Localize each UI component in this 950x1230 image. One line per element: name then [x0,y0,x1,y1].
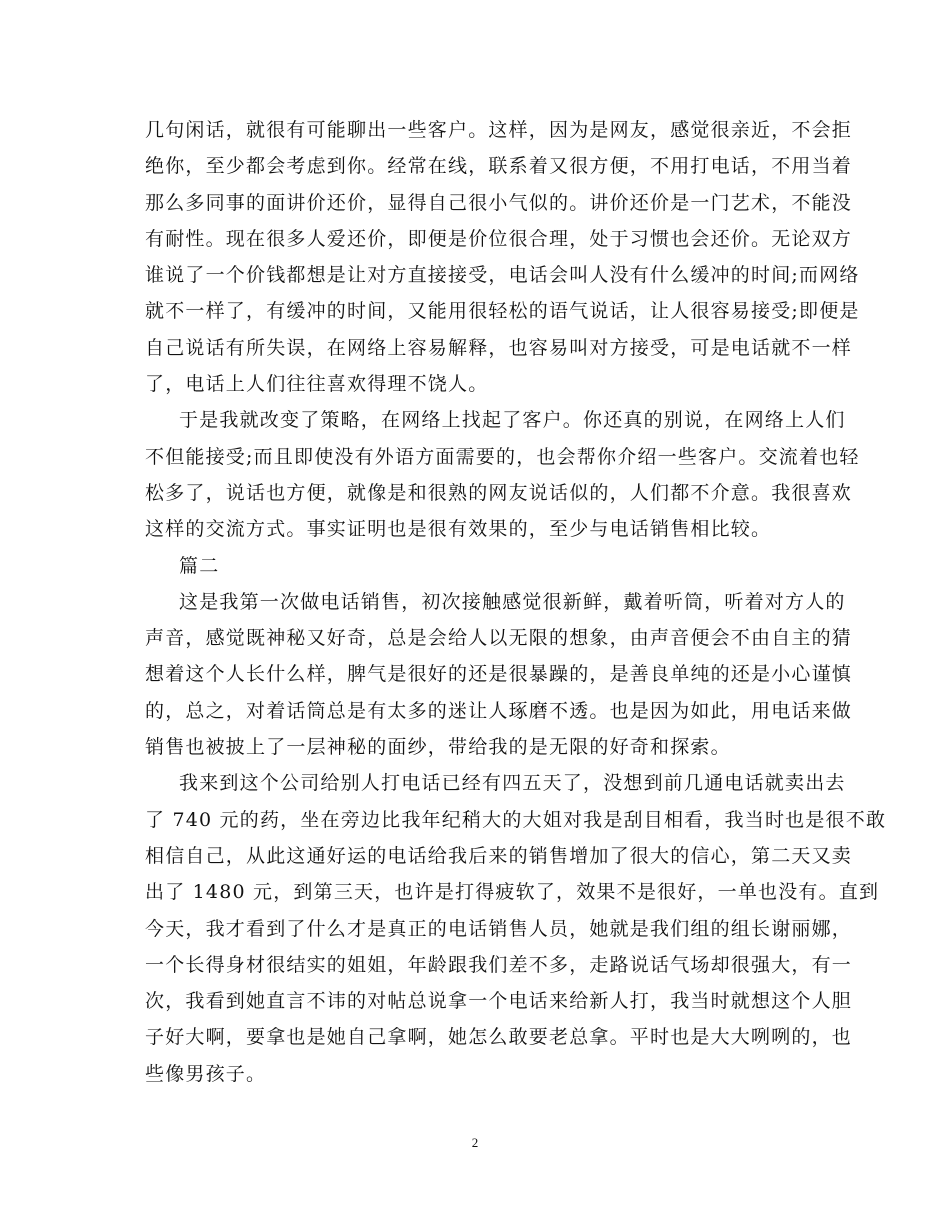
text-line: 篇二 [179,554,220,577]
text-line: 我来到这个公司给别人打电话已经有四五天了，没想到前几通电话就卖出去 [179,772,846,795]
text-line: 些像男孩子。 [145,1062,267,1085]
text-line: 自己说话有所失误，在网络上容易解释，也容易叫对方接受，可是电话就不一样 [145,336,853,359]
text-line: 于是我就改变了策略，在网络上找起了客户。你还真的别说，在网络上人们 [179,409,846,432]
text-line: 声音，感觉既神秘又好奇，总是会给人以无限的想象，由声音便会不由自主的猜 [145,627,853,650]
text-line: 就不一样了，有缓冲的时间，又能用很轻松的语气说话，让人很容易接受;即便是 [145,300,860,323]
text-line: 子好大啊，要拿也是她自己拿啊，她怎么敢要老总拿。平时也是大大咧咧的，也 [145,1026,853,1049]
text-line: 不但能接受;而且即使没有外语方面需要的，也会帮你介绍一些客户。交流着也轻 [145,445,860,468]
text-line: 次，我看到她直言不讳的对帖总说拿一个电话来给新人打，我当时就想这个人胆 [145,990,853,1013]
text-line: 的，总之，对着话筒总是有太多的迷让人琢磨不透。也是因为如此，用电话来做 [145,699,853,722]
document-body [145,112,887,1092]
text-line: 了，电话上人们往往喜欢得理不饶人。 [145,373,489,396]
text-line: 一个长得身材很结实的姐姐，年龄跟我们差不多，走路说话气场却很强大，有一 [145,953,853,976]
text-line: 松多了，说话也方便，就像是和很熟的网友说话似的，人们都不介意。我很喜欢 [145,481,853,504]
text-line: 这样的交流方式。事实证明也是很有效果的，至少与电话销售相比较。 [145,518,772,541]
text-line: 相信自己，从此这通好运的电话给我后来的销售增加了很大的信心，第二天又卖 [145,844,853,867]
text-line: 销售也被披上了一层神秘的面纱，带给我的是无限的好奇和探索。 [145,736,731,759]
text-line: 几句闲话，就很有可能聊出一些客户。这样，因为是网友，感觉很亲近，不会拒 [145,119,853,141]
text-line: 绝你，至少都会考虑到你。经常在线，联系着又很方便，不用打电话，不用当着 [145,155,853,178]
text-line: 这是我第一次做电话销售，初次接触感觉很新鲜，戴着听筒，听着对方人的 [179,590,846,613]
text-line: 了 740 元的药，坐在旁边比我年纪稍大的大姐对我是刮目相看，我当时也是很不敢 [145,808,887,831]
text-line: 谁说了一个价钱都想是让对方直接接受，电话会叫人没有什么缓冲的时间;而网络 [145,264,860,287]
text-line: 出了 1480 元，到第三天，也许是打得疲软了，效果不是很好，一单也没有。直到 [145,881,880,904]
text-line: 想着这个人长什么样，脾气是很好的还是很暴躁的，是善良单纯的还是小心谨慎 [145,663,853,686]
text-line: 那么多同事的面讲价还价，显得自己很小气似的。讲价还价是一门艺术，不能没 [145,191,853,214]
text-line: 有耐性。现在很多人爱还价，即便是价位很合理，处于习惯也会还价。无论双方 [145,227,853,250]
text-line: 今天，我才看到了什么才是真正的电话销售人员，她就是我们组的组长谢丽娜， [145,917,853,940]
page-number: 2 [471,1135,479,1150]
